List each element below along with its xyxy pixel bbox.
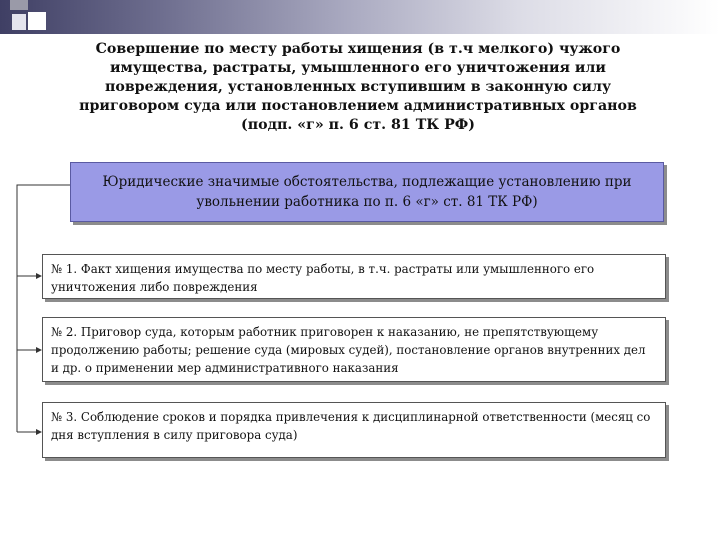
item-box-2: [42, 317, 666, 382]
connector-trunk: [17, 185, 70, 432]
item-text-3: № 3. Соблюдение сроков и порядка привлечения к дисциплинарной ответственности (месяц со дня вступления в силу приговора суда): [51, 410, 651, 442]
item-box-3: [42, 402, 666, 458]
item-text-1: № 1. Факт хищения имущества по месту работы, в т.ч. растраты или умышленного его уничтожения либо повреждения: [51, 262, 595, 294]
item-box-1: [42, 254, 666, 299]
item-text-2: № 2. Приговор суда, которым работник приговорен к наказанию, не препятствующему продолжению работы; решение суда (мировых судей), постановление органов внутренних дел и др. о применении мер административного наказания: [51, 325, 646, 375]
header-box-text: Юридические значимые обстоятельства, подлежащие установлению при увольнении работника по п. 6 «г» ст. 81 ТК РФ): [102, 174, 632, 210]
slide-title: Совершение по месту работы хищения (в т.ч мелкого) чужого имущества, растраты, умышленного его уничтожения или повреждения, установленных вступившим в законную силу приговором суда или постановлением административных органов (подп. «г» п. 6 ст. 81 ТК РФ): [79, 41, 637, 133]
